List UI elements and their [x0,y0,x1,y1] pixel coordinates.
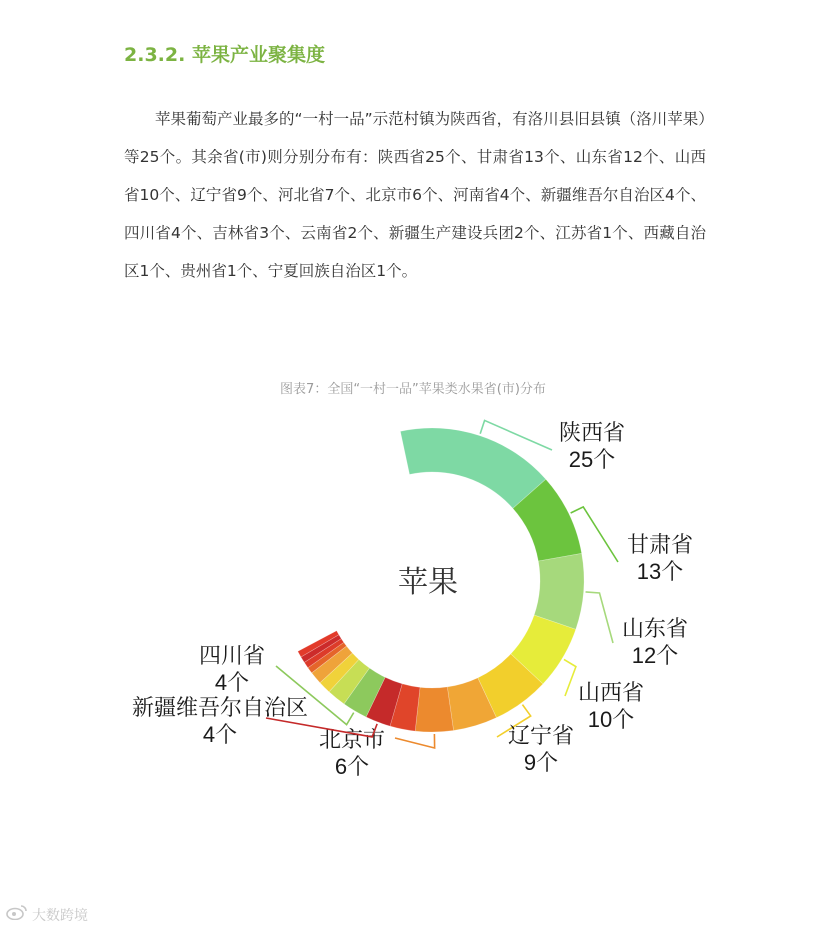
leader-line-7 [395,734,435,748]
watermark [6,904,88,925]
slice-label-5: 辽宁省 [507,723,575,748]
chart-center-label: 苹果 [398,566,458,599]
slice-value-label-9: 4个 [202,722,238,747]
slice-label-9: 新疆维吾尔自治区 [131,695,309,720]
slice-value-label-4: 10个 [587,707,635,732]
slice-value-label-7: 6个 [334,754,370,779]
slice-label-1: 陕西省 [558,420,626,445]
slice-1 [400,428,545,508]
slice-label-7: 北京市 [318,727,386,752]
weibo-icon [6,904,28,924]
slice-label-2: 甘肃省 [626,532,694,557]
slice-value-label-1: 25个 [568,447,616,472]
slice-value-label-5: 9个 [523,750,559,775]
watermark-text: 大数跨境 [32,908,88,924]
slice-label-10: 四川省 [198,643,266,668]
slice-label-3: 山东省 [621,616,689,641]
slice-7 [415,687,453,732]
leader-line-4 [564,659,576,696]
slice-value-label-2: 13个 [636,559,684,584]
section-number: 2.3.2. [124,44,186,66]
body-paragraph: 苹果葡萄产业最多的“一村一品”示范村镇为陕西省，有洛川县旧县镇（洛川苹果）等25个。其余省(市)则分别分布有：陕西省25个、甘肃省13个、山东省12个、山西省10个、辽宁省9个、河北省7个、北京市6个、河南省4个、新疆维吾尔自治区4个、四川省4个、吉林省3个、云南省2个、新疆生产建设兵团2个、江苏省1个、西藏自治区1个、贵州省1个、宁夏回族自治区1个。 [124,110,706,280]
leader-line-3 [586,592,613,643]
chart-caption: 图表7：全国“一村一品”苹果类水果省(市)分布 [280,382,546,397]
section-title: 苹果产业聚集度 [191,44,325,66]
slice-value-label-3: 12个 [631,643,679,668]
slice-value-label-10: 4个 [214,670,250,695]
slice-label-4: 山西省 [577,680,645,705]
